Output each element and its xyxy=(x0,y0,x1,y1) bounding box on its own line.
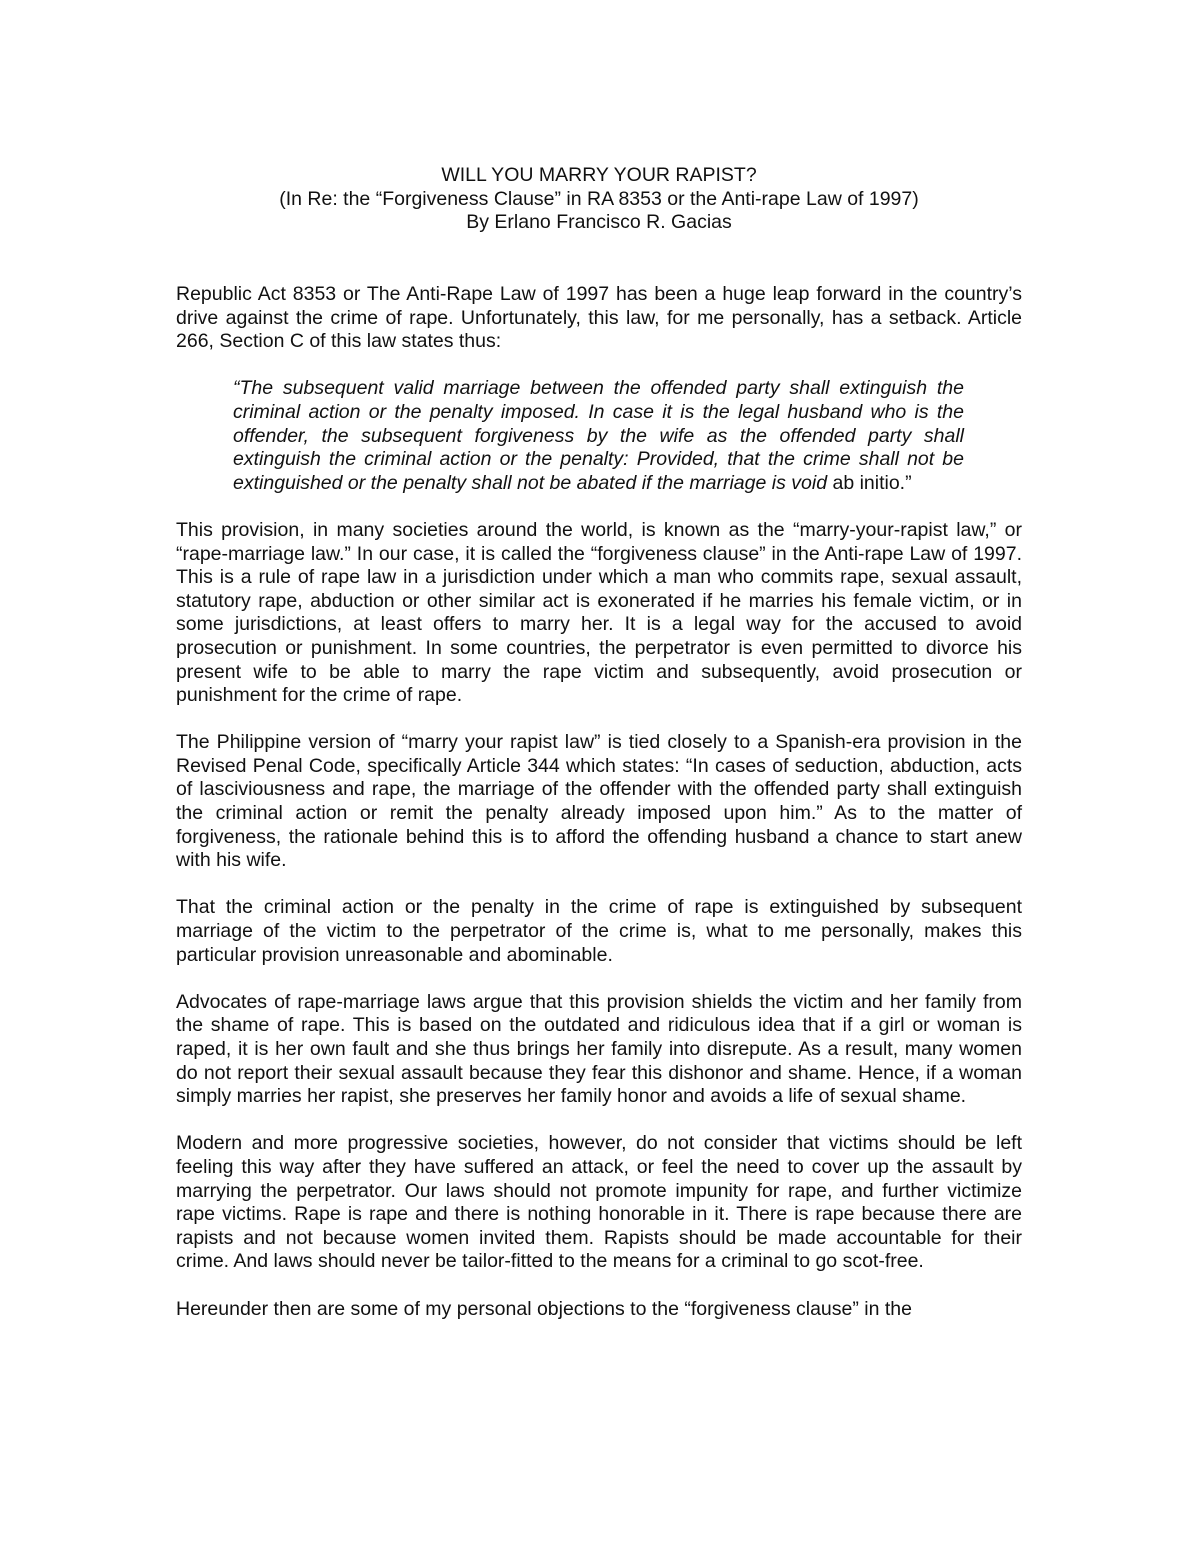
paragraph-objections: Hereunder then are some of my personal objections to the “forgiveness clause” in the xyxy=(176,1297,912,1320)
paragraph-intro: Republic Act 8353 or The Anti-Rape Law of 1997 has been a huge leap forward in the country’s drive against the crime of rape. Unfortunately, this law, for me personally, has a setback. Article 266, Section C of this law states thus: xyxy=(176,283,1022,353)
paragraph-criminal-action: That the criminal action or the penalty in the crime of rape is extinguished by subsequent marriage of the victim to the perpetrator of the crime is, what to me personally, makes this particular provision unreasonable and abominable. xyxy=(176,896,1022,966)
paragraph-gap xyxy=(176,873,1022,897)
block-quote xyxy=(176,377,1022,495)
document-subtitle: (In Re: the “Forgiveness Clause” in RA 8353 or the Anti-rape Law of 1997) xyxy=(279,187,919,210)
paragraph-modern-societies: Modern and more progressive societies, however, do not consider that victims should be left feeling this way after they have suffered an attack, or feel the need to cover up the assault by marrying the perpetrator. Our laws should not promote impunity for rape, and further victimize rape victims. Rape is rape and there is nothing honorable in it. There is rape because there are rapists and not because women invited them. Rapists should be made accountable for their crime. And laws should never be tailor-fitted to the means for a criminal to go scot-free. xyxy=(176,1132,1022,1273)
paragraph-gap xyxy=(176,708,1022,732)
paragraph-gap xyxy=(176,495,1022,519)
document-title: WILL YOU MARRY YOUR RAPIST? xyxy=(441,164,757,186)
document-byline: By Erlano Francisco R. Gacias xyxy=(466,211,732,234)
paragraph-gap xyxy=(176,1274,1022,1298)
paragraph-advocates: Advocates of rape-marriage laws argue that this provision shields the victim and her family from the shame of rape. This is based on the outdated and ridiculous idea that if a girl or woman is raped, it is her own fault and she thus brings her family into disrepute. As a result, many women do not report their sexual assault because they fear this dishonor and shame. Hence, if a woman simply marries her rapist, she preserves her family honor and avoids a life of sexual shame. xyxy=(176,990,1022,1108)
paragraph-gap xyxy=(176,354,1022,378)
quote-text: “The subsequent valid marriage between the offended party shall extinguish the criminal action or the penalty imposed. In case it is the legal husband who is the offender, the subsequent forgiveness by the wife as the offended party shall extinguish the criminal action or the penalty: Provided, that the crime shall not be extinguished or the penalty shall not be abated if the marriage is void xyxy=(233,377,964,494)
document-body xyxy=(176,283,1022,1321)
quote-ending: ab initio.” xyxy=(832,471,912,494)
paragraph-gap xyxy=(176,1109,1022,1133)
paragraph-provision: This provision, in many societies around the world, is known as the “marry-your-rapist law,” or “rape-marriage law.” In our case, it is called the “forgiveness clause” in the Anti-rape Law of 1997. This is a rule of rape law in a jurisdiction under which a man who commits rape, sexual assault, statutory rape, abduction or other similar act is exonerated if he marries his female victim, or in some jurisdictions, at least offers to marry her. It is a legal way for the accused to avoid prosecution or punishment. In some countries, the perpetrator is even permitted to divorce his present wife to be able to marry the rape victim and subsequently, avoid prosecution or punishment for the crime of rape. xyxy=(176,518,1022,707)
title-block xyxy=(176,164,1022,235)
paragraph-philippine-version: The Philippine version of “marry your rapist law” is tied closely to a Spanish-era provision in the Revised Penal Code, specifically Article 344 which states: “In cases of seduction, abduction, acts of lasciviousness and rape, the marriage of the offender with the offended party shall extinguish the criminal action or remit the penalty already imposed upon him.” As to the matter of forgiveness, the rationale behind this is to afford the offending husband a chance to start anew with his wife. xyxy=(176,731,1022,872)
paragraph-gap xyxy=(176,967,1022,991)
